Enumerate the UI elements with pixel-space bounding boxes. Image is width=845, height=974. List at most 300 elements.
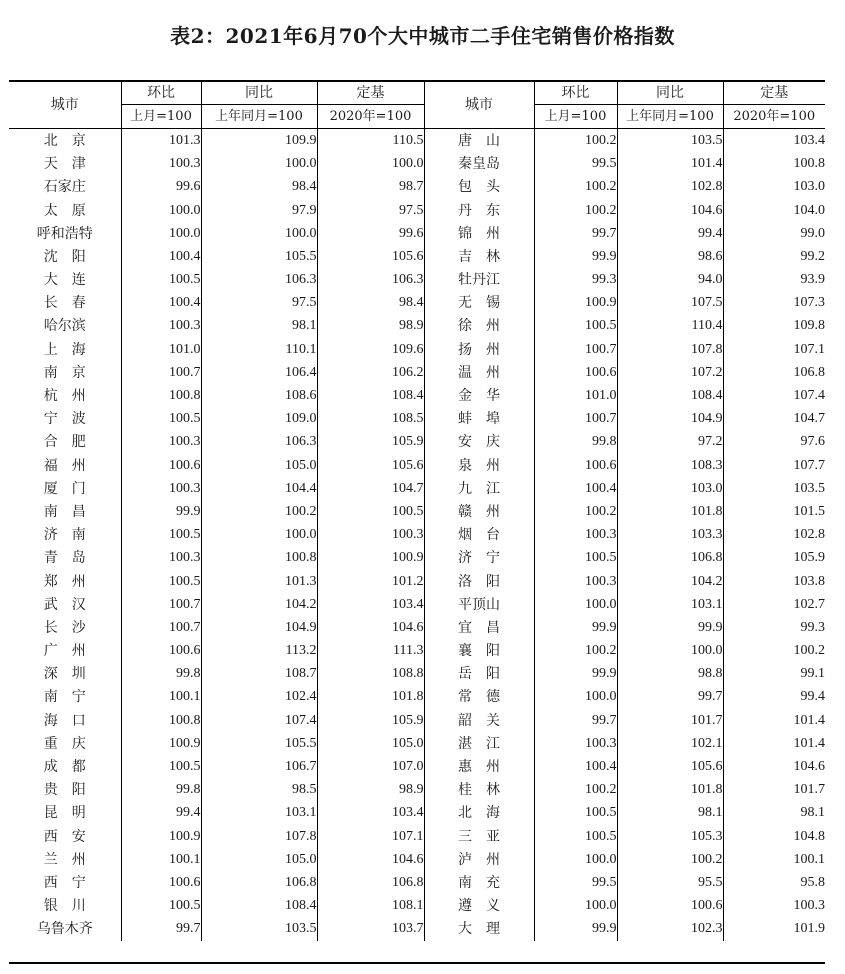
yoy-value: 100.2 bbox=[617, 848, 723, 871]
mom-value: 100.4 bbox=[121, 245, 201, 268]
base-value: 108.4 bbox=[317, 384, 424, 407]
mom-value: 99.6 bbox=[121, 176, 201, 199]
yoy-value: 103.1 bbox=[617, 593, 723, 616]
city-name-right: 襄 阳 bbox=[424, 640, 534, 663]
yoy-value: 103.0 bbox=[617, 477, 723, 500]
table-row bbox=[9, 616, 825, 639]
city-name-left: 呼和浩特 bbox=[36, 225, 93, 242]
mom-value: 100.5 bbox=[121, 524, 201, 547]
mom-value: 99.8 bbox=[534, 431, 617, 454]
base-value: 97.6 bbox=[723, 431, 825, 454]
base-value: 108.5 bbox=[317, 408, 424, 431]
table-row bbox=[9, 361, 825, 384]
yoy-value: 105.6 bbox=[617, 755, 723, 778]
base-value: 107.1 bbox=[317, 825, 424, 848]
base-header-right: 定基 bbox=[723, 81, 825, 105]
base-value: 107.7 bbox=[723, 454, 825, 477]
yoy-value: 107.5 bbox=[617, 292, 723, 315]
mom-value: 101.3 bbox=[121, 129, 201, 153]
mom-value: 100.7 bbox=[121, 593, 201, 616]
base-value: 106.8 bbox=[723, 361, 825, 384]
table-row bbox=[9, 779, 825, 802]
city-name-right: 牡丹江 bbox=[424, 269, 534, 292]
base-value: 98.4 bbox=[317, 292, 424, 315]
city-name-right: 桂 林 bbox=[424, 779, 534, 802]
mom-value: 99.9 bbox=[534, 663, 617, 686]
city-name-left: 重 庆 bbox=[43, 735, 86, 752]
city-name-left: 乌鲁木齐 bbox=[36, 921, 93, 938]
mom-sub-right: 上月=100 bbox=[534, 105, 617, 129]
table-row bbox=[9, 338, 825, 361]
table-row bbox=[9, 245, 825, 268]
yoy-value: 100.0 bbox=[201, 222, 317, 245]
city-name-right: 宜 昌 bbox=[424, 616, 534, 639]
city-name-right: 包 头 bbox=[424, 176, 534, 199]
mom-value: 99.5 bbox=[534, 153, 617, 176]
base-value: 104.7 bbox=[317, 477, 424, 500]
base-value: 100.1 bbox=[723, 848, 825, 871]
yoy-value: 107.4 bbox=[201, 709, 317, 732]
city-name-left: 南 宁 bbox=[43, 689, 86, 706]
yoy-value: 106.4 bbox=[201, 361, 317, 384]
base-value: 99.0 bbox=[723, 222, 825, 245]
base-value: 103.8 bbox=[723, 570, 825, 593]
mom-value: 100.0 bbox=[534, 848, 617, 871]
yoy-value: 100.0 bbox=[201, 153, 317, 176]
base-value: 110.5 bbox=[317, 129, 424, 153]
mom-value: 99.9 bbox=[121, 500, 201, 523]
yoy-value: 97.2 bbox=[617, 431, 723, 454]
mom-value: 100.0 bbox=[534, 686, 617, 709]
base-value: 103.7 bbox=[317, 918, 424, 941]
city-name-left: 福 州 bbox=[43, 457, 86, 474]
city-name-right: 平顶山 bbox=[424, 593, 534, 616]
base-value: 100.3 bbox=[723, 895, 825, 918]
yoy-value: 104.2 bbox=[201, 593, 317, 616]
yoy-value: 107.8 bbox=[617, 338, 723, 361]
yoy-value: 100.2 bbox=[201, 500, 317, 523]
yoy-value: 98.4 bbox=[201, 176, 317, 199]
city-name-left: 长 春 bbox=[43, 295, 86, 312]
yoy-value: 103.3 bbox=[617, 524, 723, 547]
mom-sub-left: 上月=100 bbox=[121, 105, 201, 129]
base-value: 101.4 bbox=[723, 732, 825, 755]
yoy-value: 109.0 bbox=[201, 408, 317, 431]
city-name-right: 扬 州 bbox=[424, 338, 534, 361]
yoy-value: 108.3 bbox=[617, 454, 723, 477]
mom-value: 99.9 bbox=[534, 245, 617, 268]
city-name-left: 西 宁 bbox=[43, 874, 86, 891]
city-name-right: 泉 州 bbox=[424, 454, 534, 477]
yoy-value: 102.1 bbox=[617, 732, 723, 755]
mom-value: 100.6 bbox=[534, 361, 617, 384]
mom-value: 100.5 bbox=[534, 315, 617, 338]
mom-value: 100.2 bbox=[534, 129, 617, 153]
table-row bbox=[9, 524, 825, 547]
mom-value: 100.0 bbox=[121, 199, 201, 222]
mom-value: 100.9 bbox=[121, 732, 201, 755]
yoy-value: 102.3 bbox=[617, 918, 723, 941]
table-row bbox=[9, 315, 825, 338]
base-value: 103.4 bbox=[317, 802, 424, 825]
mom-value: 100.0 bbox=[121, 222, 201, 245]
mom-value: 100.7 bbox=[121, 361, 201, 384]
city-name-right: 洛 阳 bbox=[424, 570, 534, 593]
mom-value: 100.5 bbox=[534, 547, 617, 570]
city-name-left: 青 岛 bbox=[43, 550, 86, 567]
yoy-value: 108.4 bbox=[201, 895, 317, 918]
yoy-value: 105.3 bbox=[617, 825, 723, 848]
yoy-value: 103.5 bbox=[617, 129, 723, 153]
table-row bbox=[9, 593, 825, 616]
base-value: 102.7 bbox=[723, 593, 825, 616]
table-row bbox=[9, 825, 825, 848]
base-value: 111.3 bbox=[317, 640, 424, 663]
base-value: 97.5 bbox=[317, 199, 424, 222]
yoy-value: 98.8 bbox=[617, 663, 723, 686]
city-name-right: 北 海 bbox=[424, 802, 534, 825]
yoy-value: 102.8 bbox=[617, 176, 723, 199]
city-name-left: 长 沙 bbox=[43, 619, 86, 636]
city-name-left: 石家庄 bbox=[43, 179, 86, 196]
city-name-right: 岳 阳 bbox=[424, 663, 534, 686]
base-value: 106.8 bbox=[317, 871, 424, 894]
base-value: 105.6 bbox=[317, 454, 424, 477]
mom-value: 100.7 bbox=[121, 616, 201, 639]
yoy-value: 107.2 bbox=[617, 361, 723, 384]
base-value: 98.9 bbox=[317, 315, 424, 338]
mom-value: 100.0 bbox=[534, 895, 617, 918]
city-name-left: 厦 门 bbox=[43, 480, 86, 497]
mom-value: 99.5 bbox=[534, 871, 617, 894]
mom-value: 100.3 bbox=[121, 153, 201, 176]
mom-value: 100.9 bbox=[121, 825, 201, 848]
table-row bbox=[9, 176, 825, 199]
mom-value: 100.7 bbox=[534, 408, 617, 431]
mom-value: 100.9 bbox=[534, 292, 617, 315]
price-index-table bbox=[9, 81, 825, 941]
table-row bbox=[9, 384, 825, 407]
table-row bbox=[9, 454, 825, 477]
mom-value: 100.5 bbox=[121, 755, 201, 778]
base-value: 99.1 bbox=[723, 663, 825, 686]
table-row bbox=[9, 129, 825, 153]
city-name-left: 济 南 bbox=[43, 527, 86, 544]
yoy-sub-right: 上年同月=100 bbox=[617, 105, 723, 129]
mom-value: 100.5 bbox=[534, 802, 617, 825]
city-name-right: 韶 关 bbox=[424, 709, 534, 732]
mom-value: 100.2 bbox=[534, 640, 617, 663]
city-name-right: 常 德 bbox=[424, 686, 534, 709]
base-value: 108.1 bbox=[317, 895, 424, 918]
yoy-value: 100.6 bbox=[617, 895, 723, 918]
base-value: 101.4 bbox=[723, 709, 825, 732]
base-value: 107.3 bbox=[723, 292, 825, 315]
city-name-left: 成 都 bbox=[43, 759, 86, 776]
city-name-left: 宁 波 bbox=[43, 411, 86, 428]
table-row bbox=[9, 732, 825, 755]
yoy-value: 110.4 bbox=[617, 315, 723, 338]
base-value: 105.9 bbox=[317, 709, 424, 732]
table-row bbox=[9, 895, 825, 918]
base-value: 98.9 bbox=[317, 779, 424, 802]
yoy-value: 95.5 bbox=[617, 871, 723, 894]
base-sub-right: 2020年=100 bbox=[723, 105, 825, 129]
table-row bbox=[9, 269, 825, 292]
mom-value: 100.5 bbox=[121, 408, 201, 431]
table-row bbox=[9, 408, 825, 431]
city-name-left: 太 原 bbox=[43, 202, 86, 219]
mom-value: 99.4 bbox=[121, 802, 201, 825]
yoy-value: 104.9 bbox=[617, 408, 723, 431]
city-name-right: 无 锡 bbox=[424, 292, 534, 315]
table-row bbox=[9, 292, 825, 315]
base-value: 105.6 bbox=[317, 245, 424, 268]
city-name-left: 天 津 bbox=[43, 156, 86, 173]
base-value: 99.3 bbox=[723, 616, 825, 639]
city-name-left: 北 京 bbox=[43, 132, 86, 149]
base-value: 100.3 bbox=[317, 524, 424, 547]
base-value: 101.8 bbox=[317, 686, 424, 709]
base-value: 103.4 bbox=[317, 593, 424, 616]
table-row bbox=[9, 570, 825, 593]
base-value: 103.0 bbox=[723, 176, 825, 199]
mom-value: 101.0 bbox=[534, 384, 617, 407]
city-name-left: 银 川 bbox=[43, 898, 86, 915]
city-name-right: 泸 州 bbox=[424, 848, 534, 871]
base-value: 100.8 bbox=[723, 153, 825, 176]
city-name-left: 大 连 bbox=[43, 272, 86, 289]
yoy-value: 108.4 bbox=[617, 384, 723, 407]
city-name-right: 温 州 bbox=[424, 361, 534, 384]
city-name-right: 惠 州 bbox=[424, 755, 534, 778]
base-value: 104.0 bbox=[723, 199, 825, 222]
yoy-value: 97.9 bbox=[201, 199, 317, 222]
yoy-value: 99.7 bbox=[617, 686, 723, 709]
table-row bbox=[9, 848, 825, 871]
yoy-value: 109.9 bbox=[201, 129, 317, 153]
mom-value: 100.3 bbox=[121, 431, 201, 454]
table-row bbox=[9, 709, 825, 732]
mom-value: 100.6 bbox=[534, 454, 617, 477]
mom-value: 100.2 bbox=[534, 199, 617, 222]
mom-value: 100.5 bbox=[121, 570, 201, 593]
mom-value: 99.7 bbox=[534, 222, 617, 245]
city-name-left: 上 海 bbox=[43, 341, 86, 358]
city-name-right: 大 理 bbox=[424, 918, 534, 941]
city-name-left: 杭 州 bbox=[43, 388, 86, 405]
city-name-left: 昆 明 bbox=[43, 805, 86, 822]
city-name-left: 南 京 bbox=[43, 364, 86, 381]
mom-value: 100.8 bbox=[121, 384, 201, 407]
base-value: 103.5 bbox=[723, 477, 825, 500]
base-value: 104.6 bbox=[317, 616, 424, 639]
mom-value: 100.7 bbox=[534, 338, 617, 361]
yoy-value: 110.1 bbox=[201, 338, 317, 361]
yoy-value: 105.0 bbox=[201, 454, 317, 477]
table-row bbox=[9, 547, 825, 570]
yoy-value: 106.7 bbox=[201, 755, 317, 778]
yoy-value: 106.8 bbox=[201, 871, 317, 894]
city-name-right: 吉 林 bbox=[424, 245, 534, 268]
city-name-left: 深 圳 bbox=[43, 666, 86, 683]
yoy-value: 98.5 bbox=[201, 779, 317, 802]
table-row bbox=[9, 153, 825, 176]
city-name-right: 锦 州 bbox=[424, 222, 534, 245]
yoy-value: 103.5 bbox=[201, 918, 317, 941]
city-name-left: 贵 阳 bbox=[43, 782, 86, 799]
mom-value: 100.5 bbox=[534, 825, 617, 848]
base-value: 95.8 bbox=[723, 871, 825, 894]
yoy-value: 101.3 bbox=[201, 570, 317, 593]
mom-value: 100.6 bbox=[121, 871, 201, 894]
mom-value: 99.8 bbox=[121, 663, 201, 686]
base-value: 103.4 bbox=[723, 129, 825, 153]
base-value: 104.7 bbox=[723, 408, 825, 431]
base-sub-left: 2020年=100 bbox=[317, 105, 424, 129]
yoy-value: 98.1 bbox=[617, 802, 723, 825]
mom-value: 100.2 bbox=[534, 500, 617, 523]
table-row bbox=[9, 802, 825, 825]
base-header-left: 定基 bbox=[317, 81, 424, 105]
base-value: 107.1 bbox=[723, 338, 825, 361]
yoy-value: 99.9 bbox=[617, 616, 723, 639]
table-row bbox=[9, 663, 825, 686]
base-value: 108.8 bbox=[317, 663, 424, 686]
yoy-value: 101.8 bbox=[617, 779, 723, 802]
yoy-value: 106.8 bbox=[617, 547, 723, 570]
yoy-value: 99.4 bbox=[617, 222, 723, 245]
mom-value: 100.2 bbox=[534, 176, 617, 199]
yoy-value: 101.7 bbox=[617, 709, 723, 732]
base-value: 101.9 bbox=[723, 918, 825, 941]
base-value: 104.8 bbox=[723, 825, 825, 848]
city-name-right: 秦皇岛 bbox=[424, 153, 534, 176]
base-value: 100.0 bbox=[317, 153, 424, 176]
mom-value: 99.3 bbox=[534, 269, 617, 292]
city-name-right: 徐 州 bbox=[424, 315, 534, 338]
base-value: 100.2 bbox=[723, 640, 825, 663]
city-name-left: 沈 阳 bbox=[43, 248, 86, 265]
mom-value: 100.3 bbox=[121, 315, 201, 338]
yoy-value: 94.0 bbox=[617, 269, 723, 292]
base-value: 109.6 bbox=[317, 338, 424, 361]
yoy-value: 104.4 bbox=[201, 477, 317, 500]
city-name-right: 金 华 bbox=[424, 384, 534, 407]
base-value: 106.2 bbox=[317, 361, 424, 384]
table-row bbox=[9, 686, 825, 709]
city-name-right: 三 亚 bbox=[424, 825, 534, 848]
mom-value: 100.4 bbox=[121, 292, 201, 315]
yoy-header-right: 同比 bbox=[617, 81, 723, 105]
table-row bbox=[9, 918, 825, 941]
table-row bbox=[9, 871, 825, 894]
city-name-left: 西 安 bbox=[43, 828, 86, 845]
base-value: 99.2 bbox=[723, 245, 825, 268]
yoy-value: 113.2 bbox=[201, 640, 317, 663]
city-name-right: 九 江 bbox=[424, 477, 534, 500]
yoy-value: 100.0 bbox=[617, 640, 723, 663]
yoy-value: 104.2 bbox=[617, 570, 723, 593]
mom-value: 100.1 bbox=[121, 848, 201, 871]
table-row bbox=[9, 431, 825, 454]
base-value: 104.6 bbox=[723, 755, 825, 778]
base-value: 105.9 bbox=[723, 547, 825, 570]
base-value: 99.6 bbox=[317, 222, 424, 245]
yoy-value: 104.9 bbox=[201, 616, 317, 639]
base-value: 93.9 bbox=[723, 269, 825, 292]
mom-value: 100.3 bbox=[121, 477, 201, 500]
city-name-right: 济 宁 bbox=[424, 547, 534, 570]
mom-header-right: 环比 bbox=[534, 81, 617, 105]
city-name-right: 安 庆 bbox=[424, 431, 534, 454]
mom-value: 100.3 bbox=[121, 547, 201, 570]
base-value: 107.0 bbox=[317, 755, 424, 778]
base-value: 98.7 bbox=[317, 176, 424, 199]
base-value: 104.6 bbox=[317, 848, 424, 871]
yoy-value: 98.6 bbox=[617, 245, 723, 268]
table-row bbox=[9, 755, 825, 778]
mom-value: 100.5 bbox=[121, 269, 201, 292]
mom-value: 100.3 bbox=[534, 732, 617, 755]
yoy-value: 104.6 bbox=[617, 199, 723, 222]
base-value: 105.0 bbox=[317, 732, 424, 755]
mom-value: 100.0 bbox=[534, 593, 617, 616]
base-value: 105.9 bbox=[317, 431, 424, 454]
mom-value: 99.7 bbox=[121, 918, 201, 941]
city-name-right: 南 充 bbox=[424, 871, 534, 894]
table-row bbox=[9, 640, 825, 663]
city-name-left: 武 汉 bbox=[43, 596, 86, 613]
base-value: 100.5 bbox=[317, 500, 424, 523]
mom-value: 99.7 bbox=[534, 709, 617, 732]
base-value: 98.1 bbox=[723, 802, 825, 825]
mom-value: 99.9 bbox=[534, 616, 617, 639]
city-name-left: 海 口 bbox=[43, 712, 86, 729]
mom-value: 100.4 bbox=[534, 755, 617, 778]
city-name-left: 南 昌 bbox=[43, 503, 86, 520]
city-header-right: 城市 bbox=[424, 81, 534, 129]
yoy-value: 102.4 bbox=[201, 686, 317, 709]
yoy-sub-left: 上年同月=100 bbox=[201, 105, 317, 129]
city-name-right: 丹 东 bbox=[424, 199, 534, 222]
city-header-left: 城市 bbox=[9, 81, 121, 129]
table-row bbox=[9, 199, 825, 222]
table-row bbox=[9, 222, 825, 245]
city-name-right: 蚌 埠 bbox=[424, 408, 534, 431]
table-title: 表2：2021年6月70个大中城市二手住宅销售价格指数 bbox=[170, 24, 675, 48]
base-value: 107.4 bbox=[723, 384, 825, 407]
city-name-left: 合 肥 bbox=[43, 434, 86, 451]
city-name-left: 哈尔滨 bbox=[43, 318, 86, 335]
city-name-right: 赣 州 bbox=[424, 500, 534, 523]
bottom-rule bbox=[9, 962, 825, 964]
yoy-value: 105.5 bbox=[201, 732, 317, 755]
yoy-value: 100.8 bbox=[201, 547, 317, 570]
mom-value: 100.3 bbox=[534, 570, 617, 593]
table-body bbox=[9, 129, 825, 941]
mom-value: 99.8 bbox=[121, 779, 201, 802]
yoy-value: 97.5 bbox=[201, 292, 317, 315]
table-row bbox=[9, 477, 825, 500]
city-name-left: 郑 州 bbox=[43, 573, 86, 590]
mom-value: 100.2 bbox=[534, 779, 617, 802]
base-value: 109.8 bbox=[723, 315, 825, 338]
yoy-value: 106.3 bbox=[201, 269, 317, 292]
yoy-value: 100.0 bbox=[201, 524, 317, 547]
city-name-right: 烟 台 bbox=[424, 524, 534, 547]
base-value: 101.2 bbox=[317, 570, 424, 593]
